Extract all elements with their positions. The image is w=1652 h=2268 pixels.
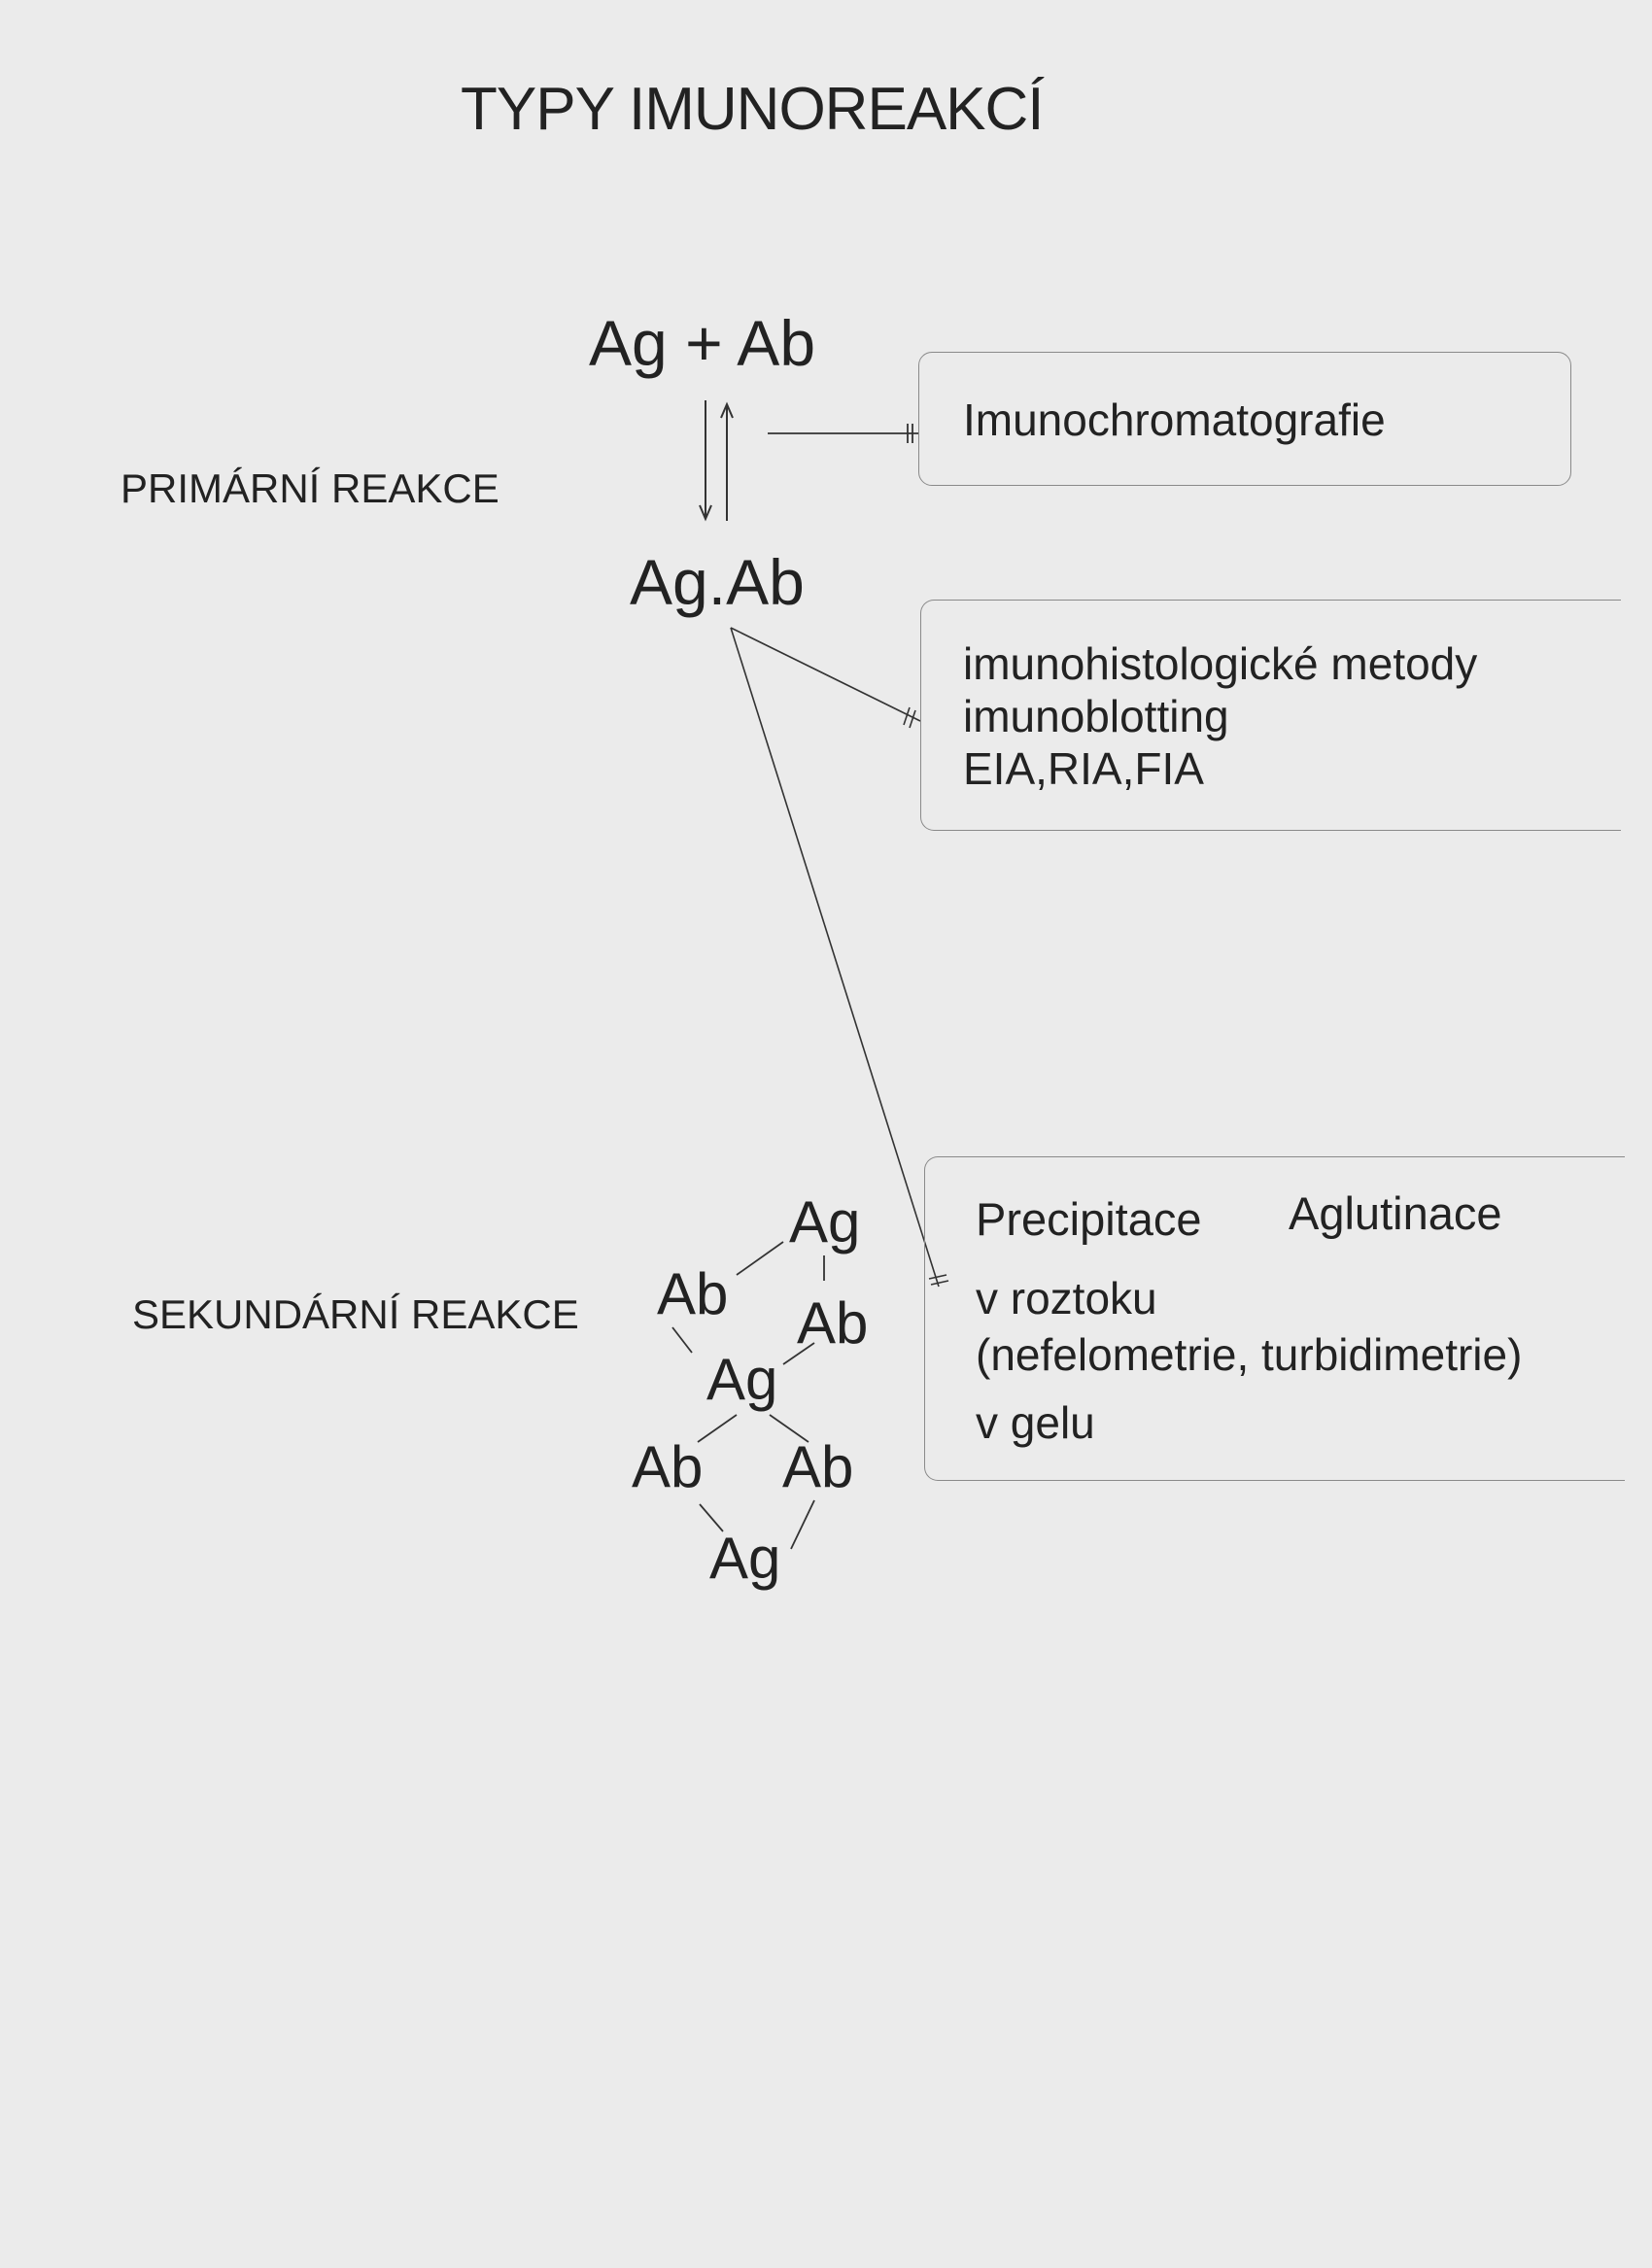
lattice-antibody: Ab xyxy=(657,1261,729,1326)
page-title: TYPY IMUNOREAKCÍ xyxy=(461,76,1044,143)
complex-label: Ag.Ab xyxy=(630,546,805,618)
precipitation-heading: Precipitace xyxy=(976,1193,1202,1245)
lattice-antibody: Ab xyxy=(782,1434,854,1499)
chromatography-box xyxy=(918,352,1571,486)
secondary-methods-box xyxy=(924,1156,1625,1481)
arrow-to-labeled-methods xyxy=(731,628,920,728)
in-solution-text: v roztoku xyxy=(976,1273,1157,1323)
equilibrium-arrows-icon xyxy=(700,400,733,521)
method-immunohistology: imunohistologické metody xyxy=(963,638,1478,689)
lattice-antigen: Ag xyxy=(709,1526,781,1591)
lattice-antigen: Ag xyxy=(789,1189,861,1254)
labeled-methods-box xyxy=(920,600,1621,831)
nephelometry-text: (nefelometrie, turbidimetrie) xyxy=(976,1329,1523,1380)
arrow-to-chromatography xyxy=(768,424,918,443)
method-immunoblotting: imunoblotting xyxy=(963,691,1229,741)
reactants-equation: Ag + Ab xyxy=(589,307,816,379)
lattice-antibody: Ab xyxy=(632,1434,704,1499)
method-eia-ria-fia: EIA,RIA,FIA xyxy=(963,743,1204,794)
lattice-antibody: Ab xyxy=(797,1290,869,1356)
chromatography-text: Imunochromatografie xyxy=(963,395,1386,445)
secondary-reaction-label: SEKUNDÁRNÍ REAKCE xyxy=(132,1291,579,1337)
lattice-antigen: Ag xyxy=(706,1347,778,1412)
primary-reaction-label: PRIMÁRNÍ REAKCE xyxy=(120,465,499,511)
arrow-to-secondary-methods xyxy=(731,628,948,1287)
in-gel-text: v gelu xyxy=(976,1397,1095,1448)
agglutination-heading: Aglutinace xyxy=(1289,1187,1502,1239)
